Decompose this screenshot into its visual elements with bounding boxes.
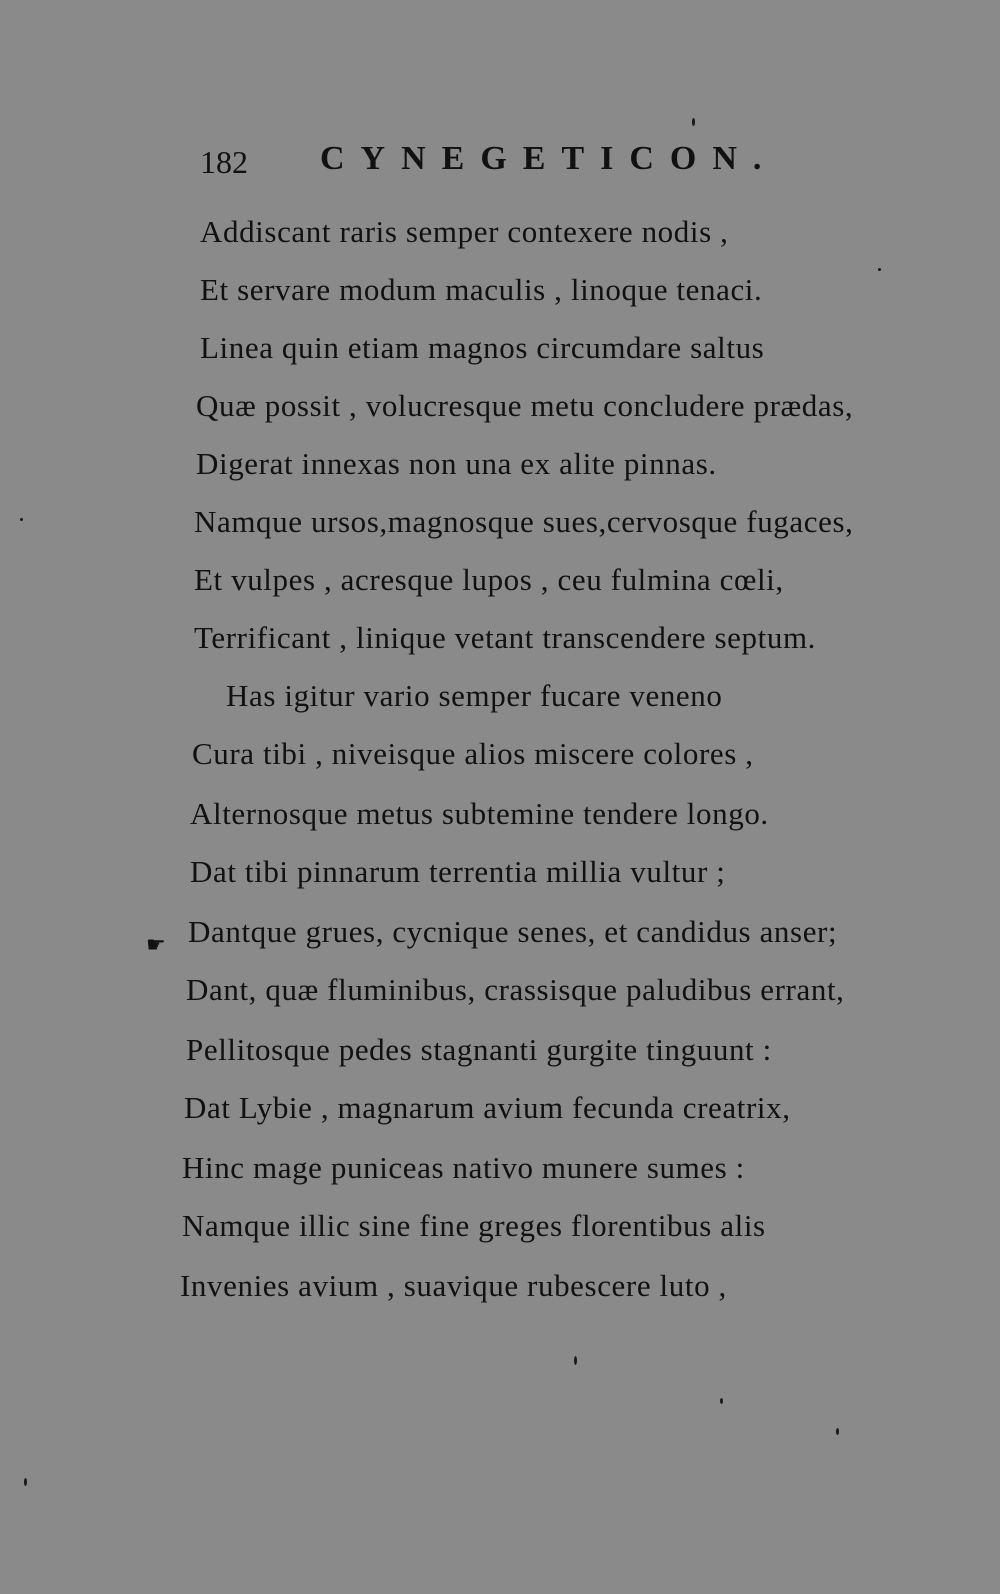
verse-line: Dat tibi pinnarum terrentia millia vultur ; bbox=[190, 854, 726, 889]
verse-line: Namque illic sine fine greges florentibus alis bbox=[182, 1208, 766, 1243]
verse-line: Pellitosque pedes stagnanti gurgite tinguunt : bbox=[186, 1032, 772, 1067]
print-speck bbox=[878, 268, 881, 271]
verse-line: Linea quin etiam magnos circumdare saltus bbox=[200, 330, 765, 365]
page-number: 182 bbox=[200, 144, 248, 180]
verse-line: Et servare modum maculis , linoque tenaci. bbox=[200, 272, 763, 307]
verse-line: Dat Lybie , magnarum avium fecunda creatrix, bbox=[184, 1090, 791, 1125]
verse-line: Cura tibi , niveisque alios miscere colores , bbox=[192, 736, 754, 771]
verse-line: Dantque grues, cycnique senes, et candidus anser; bbox=[188, 914, 838, 949]
verse-line: Addiscant raris semper contexere nodis , bbox=[200, 214, 729, 249]
verse-line: Has igitur vario semper fucare veneno bbox=[226, 678, 723, 713]
print-speck bbox=[24, 1478, 27, 1486]
page-header bbox=[200, 140, 840, 190]
verse-line: Digerat innexas non una ex alite pinnas. bbox=[196, 446, 717, 481]
verse-line: Invenies avium , suavique rubescere luto , bbox=[180, 1268, 727, 1303]
manicule-icon: ☛ bbox=[146, 933, 166, 958]
verse-line: Et vulpes , acresque lupos , ceu fulmina cœli, bbox=[194, 562, 784, 597]
print-speck bbox=[20, 518, 23, 521]
print-speck bbox=[836, 1428, 839, 1435]
print-speck bbox=[574, 1356, 577, 1365]
print-speck bbox=[720, 1398, 723, 1404]
verse-line: Dant, quæ fluminibus, crassisque paludibus errant, bbox=[186, 972, 845, 1007]
running-title: CYNEGETICON. bbox=[320, 140, 778, 177]
verse-line: Quæ possit , volucresque metu concludere prædas, bbox=[196, 388, 854, 423]
verse-line: Terrificant , linique vetant transcendere septum. bbox=[194, 620, 817, 655]
verse-line: Alternosque metus subtemine tendere longo. bbox=[190, 796, 769, 831]
print-speck bbox=[692, 118, 695, 126]
verse-line: Hinc mage puniceas nativo munere sumes : bbox=[182, 1150, 745, 1185]
verse-line: Namque ursos,magnosque sues,cervosque fugaces, bbox=[194, 504, 854, 539]
